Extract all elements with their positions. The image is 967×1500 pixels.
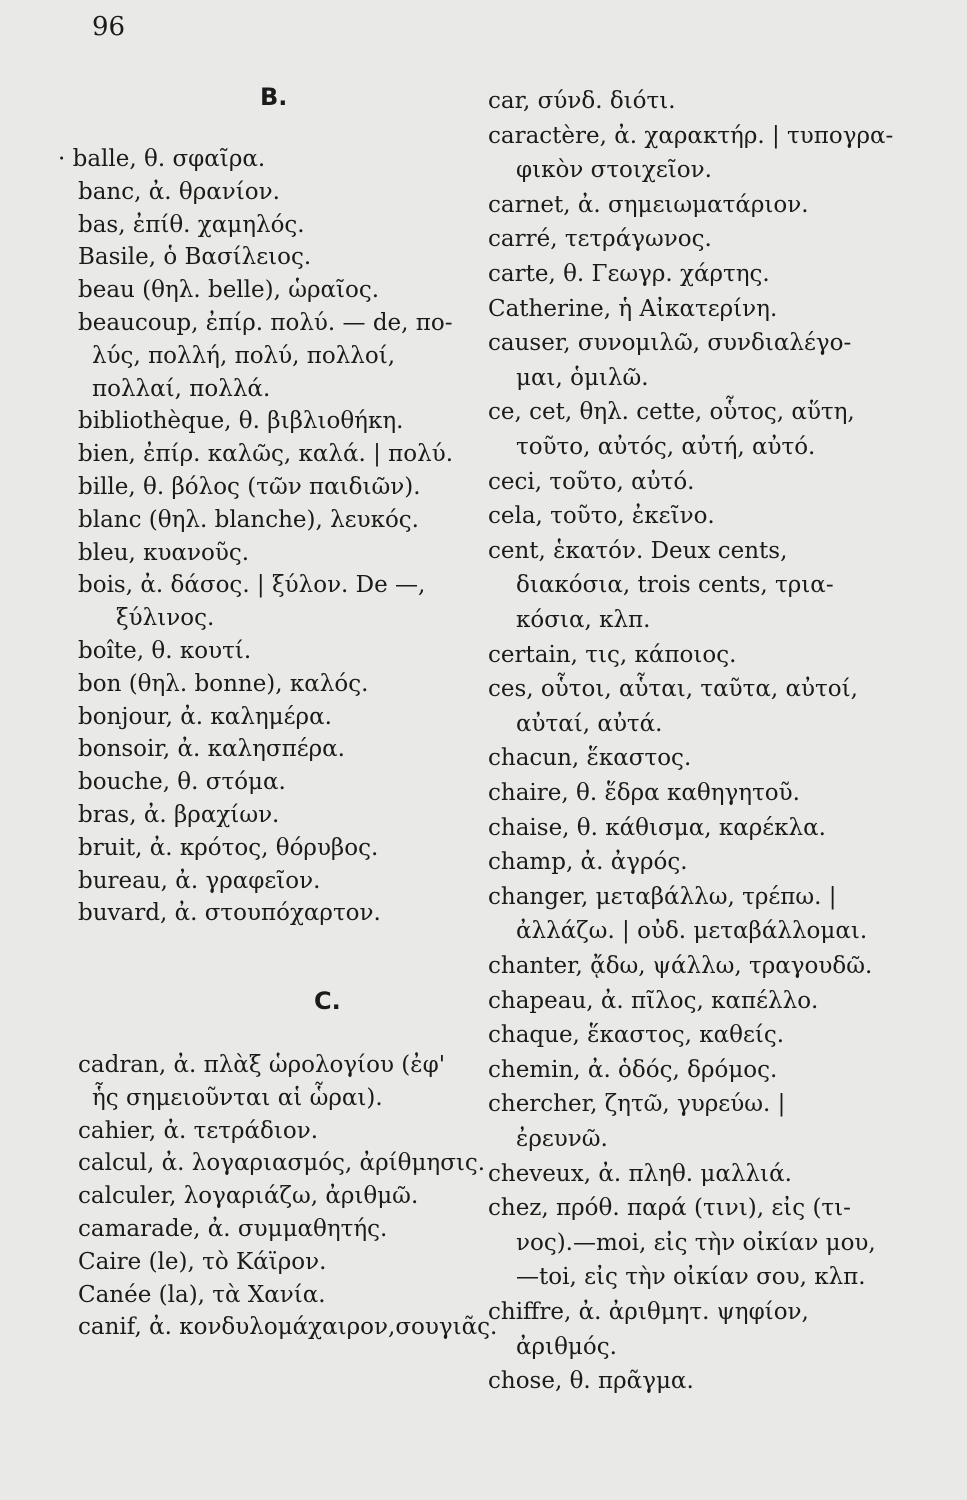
entry-line: τοῦτο, αὐτός, αὐτή, αὐτό. bbox=[516, 434, 816, 460]
entry-line: calculer, λογαριάζω, ἀριθμῶ. bbox=[78, 1183, 419, 1210]
entry-line: certain, τις, κάποιος. bbox=[488, 641, 737, 668]
entry-line: ceci, τοῦτο, αὐτό. bbox=[488, 468, 695, 495]
entry-line: banc, ἀ. θρανίον. bbox=[78, 178, 280, 205]
entry-line: bibliothèque, θ. βιβλιοθήκη. bbox=[78, 408, 404, 435]
entry-line: bon (θηλ. bonne), καλός. bbox=[78, 670, 369, 697]
entry-line: bien, ἐπίρ. καλῶς, καλά. | πολύ. bbox=[78, 441, 454, 468]
entry-line: ἐρευνῶ. bbox=[516, 1126, 608, 1152]
entry-line: cheveux, ἀ. πληθ. μαλλιά. bbox=[488, 1160, 792, 1187]
entry-line: champ, ἀ. ἀγρός. bbox=[488, 849, 688, 876]
entry-line: chose, θ. πρᾶγμα. bbox=[488, 1368, 694, 1395]
entry-line: carte, θ. Γεωγρ. χάρτης. bbox=[488, 261, 770, 287]
entry-line: —toi, εἰς τὴν οἰκίαν σου, κλπ. bbox=[516, 1264, 866, 1291]
entry-line: νος).—moi, εἰς τὴν οἰκίαν μου, bbox=[516, 1229, 876, 1256]
entry-line: blanc (θηλ. blanche), λευκός. bbox=[78, 506, 419, 533]
entry-line: cadran, ἀ. πλὰξ ὡρολογίου (ἐφ' bbox=[78, 1052, 446, 1078]
entry-line: bleu, κυανοῦς. bbox=[78, 539, 250, 566]
entry-line: αὐταί, αὐτά. bbox=[516, 710, 663, 737]
entry-line: boîte, θ. κουτί. bbox=[78, 638, 252, 664]
entry-line: chaise, θ. κάθισμα, καρέκλα. bbox=[488, 814, 826, 841]
entry-line: ξύλινος. bbox=[116, 605, 215, 632]
entry-line: ἧς σημειοῦνται αἱ ὧραι). bbox=[92, 1084, 383, 1111]
entry-line: beau (θηλ. belle), ὡραῖος. bbox=[78, 277, 380, 304]
entry-line: bonjour, ἀ. καλημέρα. bbox=[78, 703, 332, 730]
entry-line: caractère, ἀ. χαρακτήρ. | τυπογρα- bbox=[488, 122, 894, 149]
entry-line: chaque, ἕκαστος, καθείς. bbox=[488, 1022, 785, 1049]
entry-line: carnet, ἀ. σημειωματάριον. bbox=[488, 191, 809, 218]
entry-line: cahier, ἀ. τετράδιον. bbox=[78, 1117, 319, 1144]
entry-line: κόσια, κλπ. bbox=[516, 607, 651, 633]
section-heading-c: C. bbox=[314, 987, 341, 1015]
entry-line: beaucoup, ἐπίρ. πολύ. — de, πο- bbox=[78, 310, 453, 336]
entry-line: chiffre, ἀ. ἀριθμητ. ψηφίον, bbox=[488, 1299, 809, 1325]
entry-line: canif, ἀ. κονδυλομάχαιρον,σουγιᾶς. bbox=[78, 1314, 498, 1341]
entry-line: chanter, ᾄδω, ψάλλω, τραγουδῶ. bbox=[488, 953, 873, 979]
entry-line: changer, μεταβάλλω, τρέπω. | bbox=[488, 883, 837, 910]
entry-line: μαι, ὁμιλῶ. bbox=[516, 364, 649, 391]
entry-line: car, σύνδ. διότι. bbox=[488, 88, 676, 114]
page-number: 96 bbox=[92, 12, 126, 42]
entry-line: carré, τετράγωνος. bbox=[488, 226, 712, 253]
entry-line: Caire (le), τὸ Κάϊρον. bbox=[78, 1248, 327, 1275]
entry-line: πολλαί, πολλά. bbox=[92, 375, 271, 402]
entry-line: bois, ἀ. δάσος. | ξύλον. De —, bbox=[78, 572, 426, 599]
entry-line: ce, cet, θηλ. cette, οὗτος, αὕτη, bbox=[488, 399, 855, 426]
entry-line: bruit, ἀ. κρότος, θόρυβος. bbox=[78, 834, 379, 861]
entry-line: διακόσια, trois cents, τρια- bbox=[516, 572, 834, 599]
entry-line: bille, θ. βόλος (τῶν παιδιῶν). bbox=[78, 474, 421, 500]
entry-line: cent, ἑκατόν. Deux cents, bbox=[488, 537, 788, 564]
entry-line: calcul, ἀ. λογαριασμός, ἀρίθμησις. bbox=[78, 1150, 486, 1177]
entry-line: bureau, ἀ. γραφεῖον. bbox=[78, 867, 321, 894]
entry-line: Catherine, ἡ Αἰκατερίνη. bbox=[488, 295, 778, 322]
entry-line: bras, ἀ. βραχίων. bbox=[78, 802, 280, 828]
entry-line: λύς, πολλή, πολύ, πολλοί, bbox=[92, 342, 396, 369]
entry-line: chacun, ἕκαστος. bbox=[488, 745, 692, 772]
entry-line: cela, τοῦτο, ἐκεῖνο. bbox=[488, 503, 715, 530]
entry-line: chez, πρόθ. παρά (τινι), εἰς (τι- bbox=[488, 1195, 851, 1222]
entry-line: Basile, ὁ Βασίλειος. bbox=[78, 244, 312, 271]
entry-line: causer, συνομιλῶ, συνδιαλέγο- bbox=[488, 330, 852, 357]
entry-line: buvard, ἀ. στουπόχαρτον. bbox=[78, 900, 381, 927]
entry-line: bas, ἐπίθ. χαμηλός. bbox=[78, 211, 305, 238]
entry-line: chapeau, ἀ. πῖλος, καπέλλο. bbox=[488, 987, 819, 1014]
entry-line: φικὸν στοιχεῖον. bbox=[516, 157, 712, 184]
entry-line: camarade, ἀ. συμμαθητής. bbox=[78, 1216, 388, 1242]
entry-line: ἀλλάζω. | οὐδ. μεταβάλλομαι. bbox=[516, 918, 868, 945]
entry-line: chaire, θ. ἕδρα καθηγητοῦ. bbox=[488, 780, 800, 806]
section-heading-b: B. bbox=[260, 83, 288, 111]
entry-line: bouche, θ. στόμα. bbox=[78, 769, 286, 796]
entry-line: · balle, θ. σφαῖρα. bbox=[58, 146, 266, 172]
entry-line: ἀριθμός. bbox=[516, 1333, 617, 1360]
entry-line: ces, οὗτοι, αὗται, ταῦτα, αὐτοί, bbox=[488, 676, 858, 703]
entry-line: chemin, ἀ. ὁδός, δρόμος. bbox=[488, 1056, 778, 1083]
entry-line: Canée (la), τὰ Χανία. bbox=[78, 1281, 326, 1308]
entry-line: bonsoir, ἀ. καλησπέρα. bbox=[78, 736, 345, 763]
entry-line: chercher, ζητῶ, γυρεύω. | bbox=[488, 1091, 786, 1118]
